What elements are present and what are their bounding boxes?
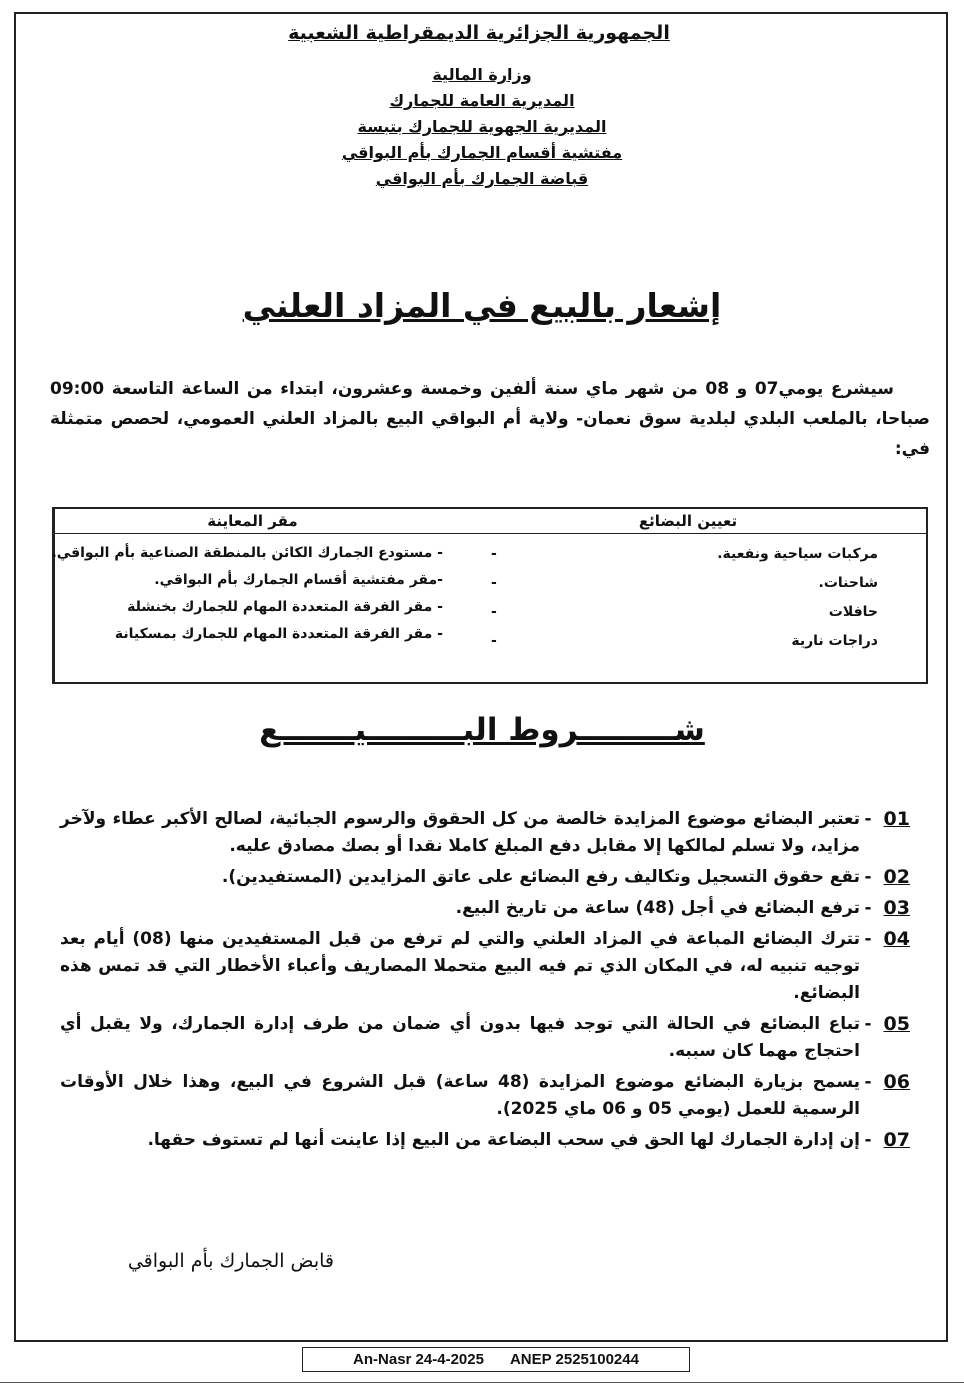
condition-item: 04 - تترك البضائع المباعة في المزاد العلني والتي لم ترفع من قبل المستفيدين منها (08) أيام بعد توجيه تنبيه له، في المكان الذي تم فيه البيع متحملا المصاريف وأعباء الأخطار التي قد تمس هذه البضائع.: [60, 926, 910, 1007]
condition-text: تترك البضائع المباعة في المزاد العلني والتي لم ترفع من قبل المستفيدين منها (08) أيام بعد توجيه تنبيه له، في المكان الذي تم فيه البيع متحملا المصاريف وأعباء الأخطار التي قد تمس هذه البضائع.: [60, 929, 860, 1003]
location-item: - مقر الفرقة المتعددة المهام للجمارك بخنشلة: [127, 599, 443, 615]
regional-directorate: المديرية الجهوية للجمارك بتبسة: [357, 117, 607, 136]
notice-title: إشعار بالبيع في المزاد العلني: [242, 286, 722, 325]
location-item: - مقر الفرقة المتعددة المهام للجمارك بمسكيانة: [114, 626, 443, 642]
newspaper-reference: An-Nasr 24-4-2025: [353, 1351, 484, 1368]
condition-item: 03 - ترفع البضائع في أجل (48) ساعة من تاريخ البيع.: [60, 895, 910, 922]
goods-table-header: [54, 509, 926, 534]
condition-number: 01: [883, 808, 910, 830]
condition-text: يسمح بزيارة البضائع موضوع المزايدة (48 ساعة) قبل الشروع في البيع، وهذا خلال الأوقات الرسمية للعمل (يومي 05 و 06 ماي 2025).: [60, 1072, 861, 1119]
goods-item: حافلات -: [491, 604, 878, 620]
condition-text: إن إدارة الجمارك لها الحق في سحب البضاعة من البيع إذا عاينت أنها لم تستوف حقها.: [147, 1130, 860, 1150]
conditions-title: شـــــــــروط البـــــــــيـــــــع: [259, 712, 705, 748]
condition-item: 01 - تعتبر البضائع موضوع المزايدة خالصة من كل الحقوق والرسوم الجبائية، لصالح الأكبر عطاء ولآخر مزايد، ولا تسلم لمالكها إلا مقابل دفع المبلغ كاملا نقدا أو بصك مصادق عليه.: [60, 806, 910, 860]
anep-reference: ANEP 2525100244: [509, 1351, 639, 1368]
condition-number: 03: [883, 897, 910, 919]
signature-line: قابض الجمارك بأم البواقي: [127, 1250, 334, 1272]
directorate-general: المديرية العامة للجمارك: [389, 91, 575, 110]
goods-item: مركبات سياحية ونفعية. -: [491, 546, 878, 562]
inspection-name: مفتشية أقسام الجمارك بأم البواقي: [341, 143, 623, 162]
page-bottom-divider: [0, 1382, 964, 1383]
intro-text: سيشرع يومي07 و 08 من شهر ماي سنة ألفين وخمسة وعشرون، ابتداء من الساعة التاسعة 09:00 صباحا، بالملعب البلدي لبلدية سوق نعمان- ولاية أم البواقي البيع بالمزاد العلني العمومي، لحصص متمثلة في:: [50, 379, 930, 459]
condition-item: 06 - يسمح بزيارة البضائع موضوع المزايدة (48 ساعة) قبل الشروع في البيع، وهذا خلال الأوقات الرسمية للعمل (يومي 05 و 06 ماي 2025).: [60, 1069, 910, 1123]
condition-item: 02 - تقع حقوق التسجيل وتكاليف رفع البضائع على عاتق المزايدين (المستفيدين).: [60, 864, 910, 891]
location-item: - مستودع الجمارك الكائن بالمنطقة الصناعية بأم البواقي.: [51, 545, 443, 561]
condition-text: تباع البضائع في الحالة التي توجد فيها بدون أي ضمان من طرف إدارة الجمارك، ولا يقبل أي احتجاج مهما كان سببه.: [60, 1014, 860, 1061]
goods-list: [449, 534, 926, 682]
goods-table: [52, 507, 928, 684]
condition-text: تقع حقوق التسجيل وتكاليف رفع البضائع على عاتق المزايدين (المستفيدين).: [221, 867, 860, 887]
condition-text: ترفع البضائع في أجل (48) ساعة من تاريخ البيع.: [455, 898, 860, 918]
condition-item: 05 - تباع البضائع في الحالة التي توجد فيها بدون أي ضمان من طرف إدارة الجمارك، ولا يقبل أي احتجاج مهما كان سببه.: [60, 1011, 910, 1065]
condition-number: 05: [883, 1013, 910, 1035]
republic-name: الجمهورية الجزائرية الديمقراطية الشعبية: [288, 22, 670, 44]
goods-item: دراجات نارية -: [491, 633, 878, 649]
condition-text: تعتبر البضائع موضوع المزايدة خالصة من كل الحقوق والرسوم الجبائية، لصالح الأكبر عطاء ولآخر مزايد، ولا تسلم لمالكها إلا مقابل دفع المبلغ كاملا نقدا أو بصك مصادق عليه.: [60, 809, 860, 856]
ministry-name: وزارة المالية: [432, 65, 532, 84]
conditions-list: [60, 806, 910, 1158]
location-column-header: مقر المعاينة: [54, 509, 450, 533]
condition-number: 02: [883, 866, 910, 888]
condition-number: 06: [883, 1071, 910, 1093]
condition-item: 07 - إن إدارة الجمارك لها الحق في سحب البضاعة من البيع إذا عاينت أنها لم تستوف حقها.: [60, 1127, 910, 1154]
location-list: [51, 534, 449, 682]
document-header: [0, 22, 964, 192]
recette-name: قباضة الجمارك بأم البواقي: [375, 169, 589, 188]
publication-footer: [302, 1347, 690, 1372]
location-item: -مقر مفتشية أقسام الجمارك بأم البواقي.: [154, 572, 443, 588]
goods-column-header: تعيين البضائع: [638, 512, 738, 530]
condition-number: 04: [883, 928, 910, 950]
goods-item: شاحنات. -: [491, 575, 878, 591]
intro-paragraph: [50, 374, 930, 464]
condition-number: 07: [883, 1129, 910, 1151]
